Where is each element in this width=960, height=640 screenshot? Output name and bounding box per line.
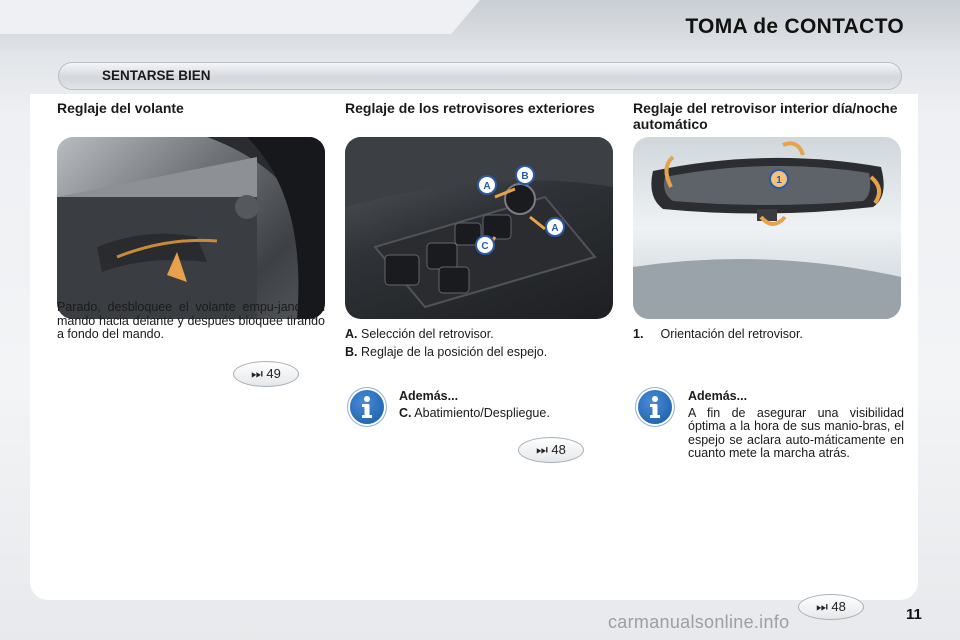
item-b-text: Reglaje de la posición del espejo. <box>360 345 548 359</box>
mirror-switch-photo <box>345 137 613 319</box>
item-1-text: Orientación del retrovisor. <box>660 327 803 341</box>
section-bar <box>58 62 902 90</box>
info-text-c: Abatimiento/Despliegue. <box>414 405 550 420</box>
info-key-c: C. <box>399 405 412 420</box>
page-title: TOMA de CONTACTO <box>685 15 904 38</box>
next-track-icon: ⏭ <box>251 366 263 381</box>
page-ref-footer-label: 48 <box>831 599 846 614</box>
steering-instructions: Parado, desbloquee el volante empu-jando el mando hacia delante y después bloquee tirando a fondo del mando. <box>57 300 325 341</box>
item-b-key: B. <box>345 345 358 359</box>
mirror-switch-illustration <box>345 137 613 319</box>
item-a-key: A. <box>345 327 358 341</box>
next-track-icon: ⏭ <box>536 442 548 457</box>
page-ref-49[interactable] <box>233 361 299 387</box>
info-box-interior <box>688 390 904 461</box>
item-1 <box>633 327 803 341</box>
info-icon <box>350 390 384 424</box>
info-title: Además... <box>688 389 748 403</box>
steering-illustration <box>57 137 325 319</box>
interior-mirror-illustration <box>633 137 901 319</box>
heading-steering: Reglaje del volante <box>57 100 184 116</box>
info-body: A fin de asegurar una visibilidad óptima a la hora de sus manio-bras, el espejo se aclara auto-máticamente en cuanto mete la marcha atrás. <box>688 405 904 460</box>
page-ref-48-label: 48 <box>551 442 566 457</box>
item-a <box>345 327 494 341</box>
watermark: carmanualsonline.info <box>608 612 790 632</box>
item-1-key: 1. <box>633 327 644 341</box>
heading-interior-mirror: Reglaje del retrovisor interior día/noche automático <box>633 100 898 132</box>
steering-photo <box>57 137 325 319</box>
interior-mirror-photo <box>633 137 901 319</box>
info-icon <box>638 390 672 424</box>
photo-label-1: 1 <box>776 175 782 186</box>
column-exterior-mirrors <box>345 100 615 134</box>
heading-exterior-mirrors: Reglaje de los retrovisores exteriores <box>345 100 595 116</box>
top-tab-shape <box>0 0 480 34</box>
next-track-icon: ⏭ <box>816 599 828 614</box>
info-body <box>399 407 599 421</box>
photo-label-a: A <box>483 181 491 192</box>
photo-label-a-second: A <box>551 223 559 234</box>
photo-label-b: B <box>521 171 529 182</box>
page-ref-48[interactable] <box>518 437 584 463</box>
column-steering <box>57 100 327 134</box>
column-interior-mirror <box>633 100 903 134</box>
item-a-text: Selección del retrovisor. <box>360 327 494 341</box>
info-title: Además... <box>399 389 459 403</box>
item-b <box>345 345 547 359</box>
page-ref-49-label: 49 <box>266 366 281 381</box>
info-box-exterior <box>399 390 599 420</box>
page-ref-48-footer[interactable] <box>798 594 864 620</box>
page-number: 11 <box>906 606 922 623</box>
section-title: SENTARSE BIEN <box>102 68 211 83</box>
photo-label-c: C <box>481 241 489 252</box>
